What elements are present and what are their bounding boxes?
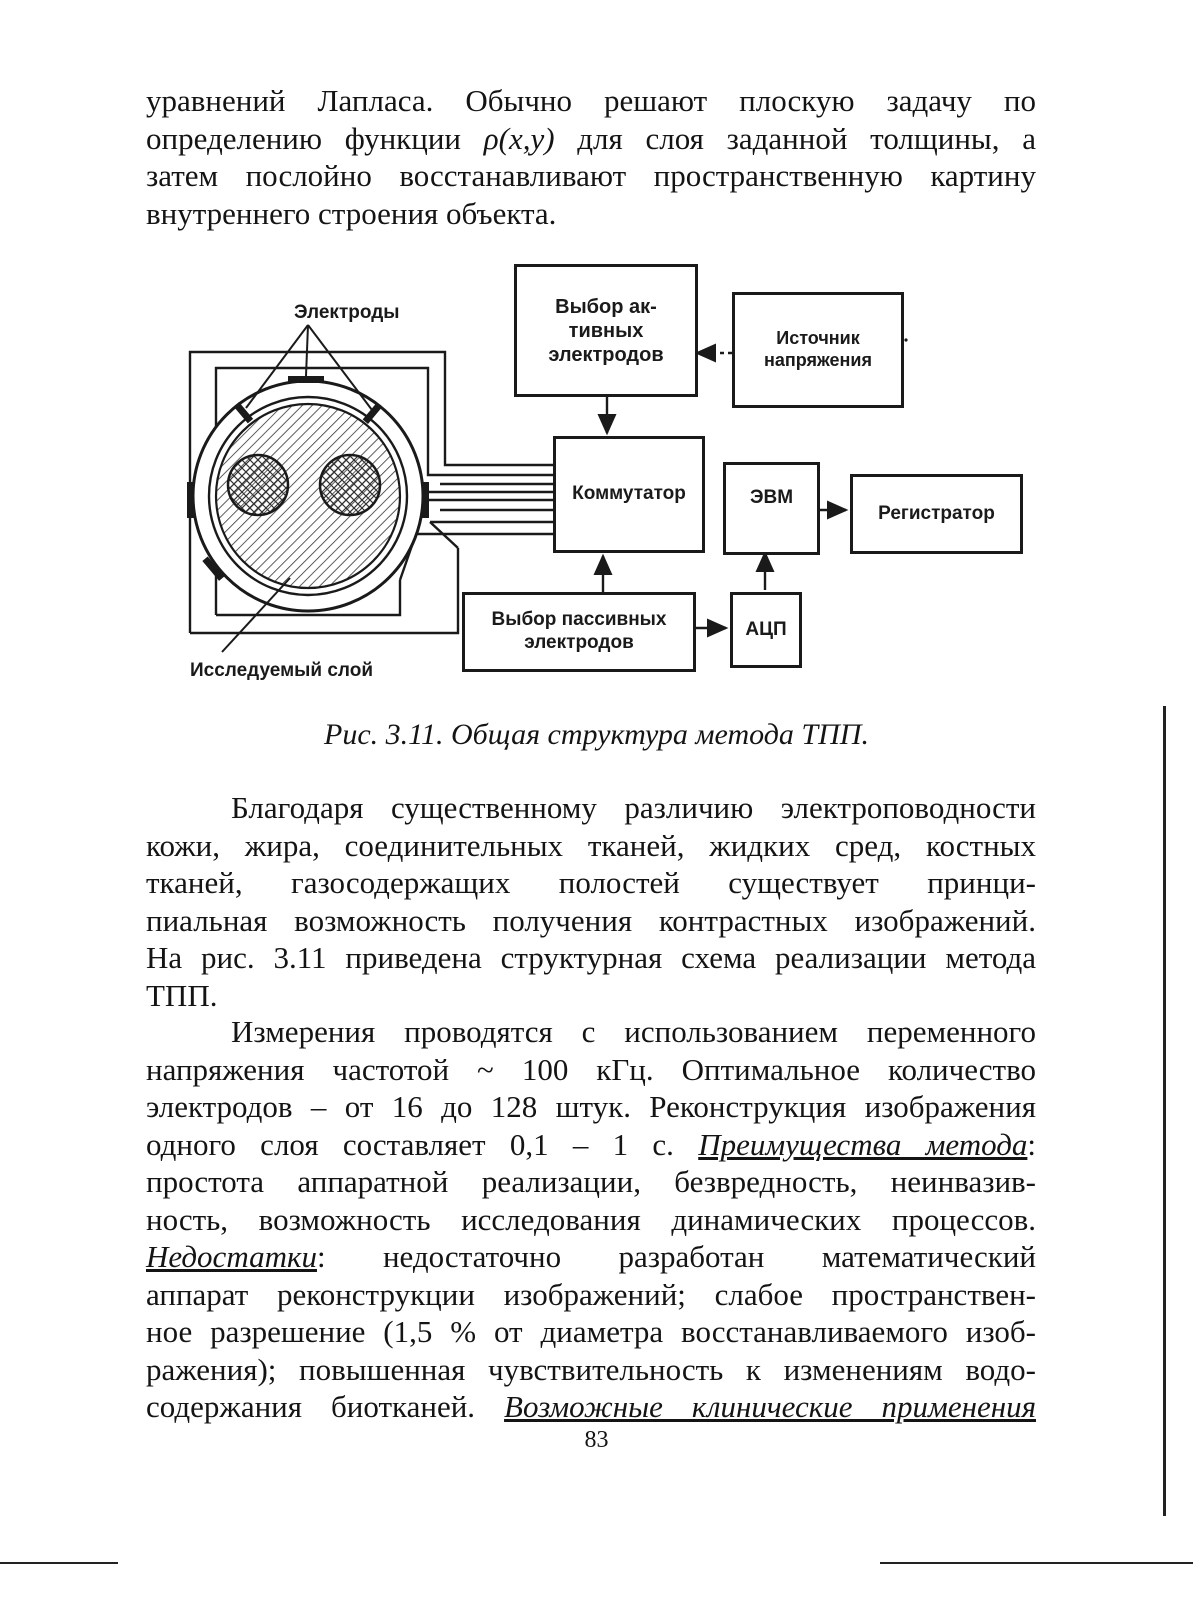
text-line: пиальная возможность получения контрастных изображений. <box>146 902 1036 938</box>
figure-caption: Рис. 3.11. Общая структура метода ТПП. <box>324 718 869 751</box>
text-line: напряжения частотой ~ 100 кГц. Оптимальное количество <box>146 1051 1036 1087</box>
text-line: затем послойно восстанавливают пространственную картину <box>146 158 1036 193</box>
text-line: Недостатки: недостаточно разработан математический <box>146 1239 1036 1274</box>
clinical-applications-heading: Возможные клинические применения <box>504 1389 1036 1424</box>
recorder-block: Регистратор <box>850 474 1023 554</box>
text-line: содержания биотканей. Возможные клинические применения <box>146 1389 1036 1424</box>
text-line: тканей, газосодержащих полостей существует принци- <box>146 865 1036 900</box>
scan-edge-line <box>880 1562 1193 1564</box>
scan-edge-line <box>0 1562 118 1564</box>
layer-label: Исследуемый слой <box>190 660 374 681</box>
paragraph-2 <box>146 789 1036 1014</box>
adc-block: АЦП <box>730 592 802 668</box>
text-line: ность, возможность исследования динамических процессов. <box>146 1201 1036 1237</box>
text-line: Благодаря существенному различию электроповодности <box>231 790 1036 825</box>
text-line: уравнений Лапласа. Обычно решают плоскую задачу по <box>146 83 1036 118</box>
text-line: электродов – от 16 до 128 штук. Реконструкция изображения <box>146 1089 1036 1124</box>
text-line: простота аппаратной реализации, безвредность, неинвазив- <box>146 1164 1036 1199</box>
text-line: внутреннего строения объекта. <box>146 195 557 231</box>
text-line: ное разрешение (1,5 % от диаметра восстанавливаемого изоб- <box>146 1314 1036 1349</box>
scan-edge-line <box>1163 706 1166 1516</box>
text-line: аппарат реконструкции изображений; слабое пространствен- <box>146 1276 1036 1312</box>
paragraph-3 <box>146 1013 1036 1426</box>
computer-block: ЭВМ <box>723 462 820 555</box>
text-line: ражения); повышенная чувствительность к изменениям водо- <box>146 1351 1036 1387</box>
formula: ρ(x,y) <box>483 120 555 156</box>
text-line: На рис. 3.11 приведена структурная схема реализации метода <box>146 940 1036 975</box>
top-paragraph <box>146 82 1036 232</box>
active-electrodes-block: Выбор ак- тивных электродов <box>514 264 698 397</box>
text-line: ТПП. <box>146 977 218 1013</box>
block-diagram <box>170 260 1040 700</box>
text-line: кожи, жира, соединительных тканей, жидких сред, костных <box>146 827 1036 863</box>
text-line: определению функции ρ(x,y) для слоя заданной толщины, а <box>146 120 1037 156</box>
text-line: одного слоя составляет 0,1 – 1 с. Преимущества метода: <box>146 1126 1037 1162</box>
disadvantages-heading: Недостатки <box>146 1239 317 1274</box>
page-number: 83 <box>584 1427 609 1453</box>
advantages-heading: Преимущества метода <box>698 1126 1028 1162</box>
passive-electrodes-block: Выбор пассивных электродов <box>462 592 696 672</box>
voltage-source-block: Источник напряжения <box>732 292 904 408</box>
text-line: Измерения проводятся с использованием переменного <box>231 1014 1036 1049</box>
commutator-block: Коммутатор <box>553 436 705 553</box>
electrodes-label: Электроды <box>294 302 400 323</box>
